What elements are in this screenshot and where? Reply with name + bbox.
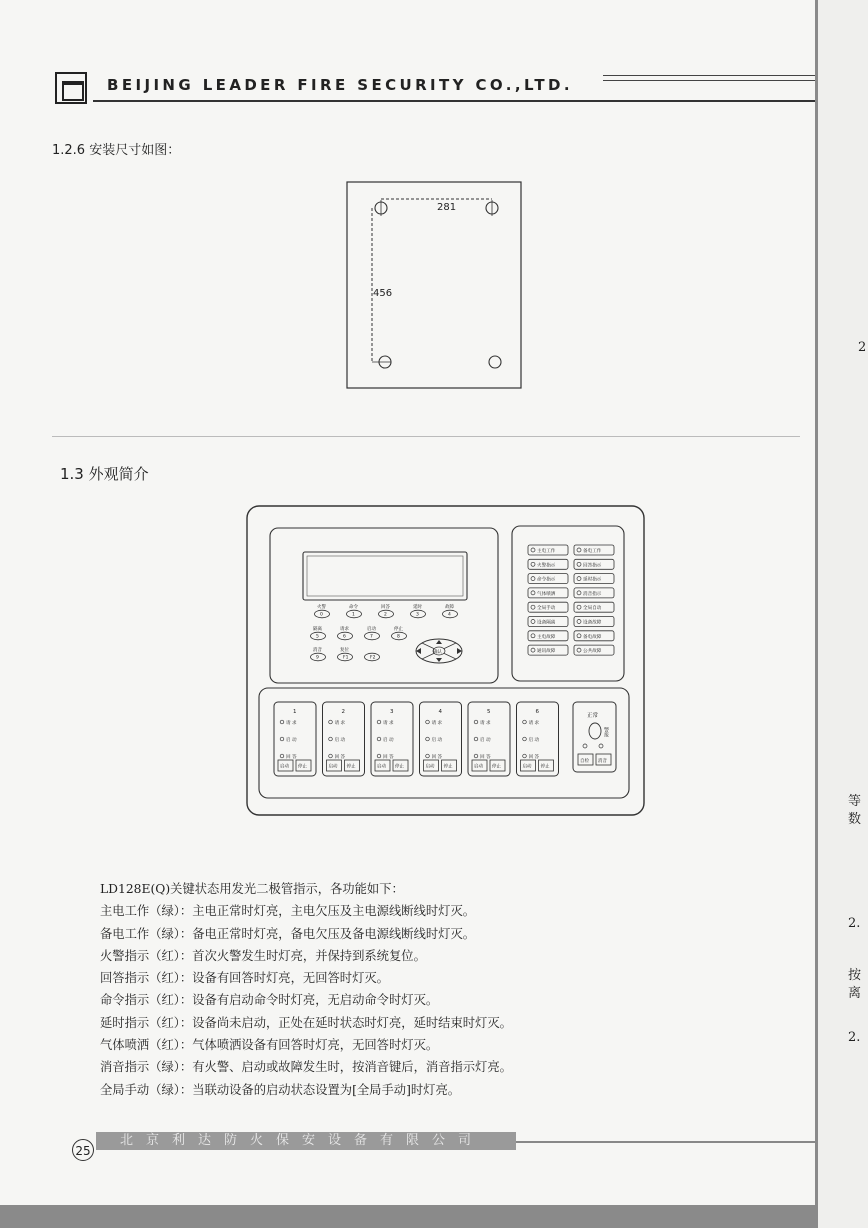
svg-text:3: 3 bbox=[416, 612, 419, 618]
status-left-led bbox=[528, 574, 568, 584]
adjacent-page-fragment: 等 bbox=[848, 794, 862, 809]
row1-key bbox=[315, 603, 330, 618]
svg-text:主电工作: 主电工作 bbox=[537, 549, 556, 554]
svg-text:回 答: 回 答 bbox=[383, 754, 394, 760]
extra-module bbox=[573, 702, 616, 772]
status-left-led bbox=[528, 559, 568, 569]
svg-text:停止: 停止 bbox=[298, 764, 307, 770]
svg-text:停止: 停止 bbox=[395, 764, 404, 770]
adjacent-page-fragment: 2. bbox=[848, 1030, 861, 1045]
svg-text:7: 7 bbox=[370, 634, 373, 640]
description-line: 延时指示（红）：设备尚未启动，正处在延时状态时灯亮，延时结束时灯灭。 bbox=[100, 1015, 512, 1030]
svg-text:故障: 故障 bbox=[445, 605, 454, 610]
svg-text:停止: 停止 bbox=[540, 764, 550, 770]
svg-text:启 动: 启 动 bbox=[383, 737, 394, 743]
channel-module bbox=[420, 702, 462, 776]
status-right-led bbox=[574, 559, 614, 569]
svg-text:通讯故障: 通讯故障 bbox=[537, 649, 556, 655]
svg-text:隔离: 隔离 bbox=[313, 627, 322, 632]
svg-text:火警指示: 火警指示 bbox=[537, 563, 556, 569]
nav-center-label: 确认 bbox=[433, 650, 442, 655]
svg-text:5: 5 bbox=[487, 709, 491, 715]
svg-text:备电工作: 备电工作 bbox=[583, 549, 602, 554]
row1-key bbox=[347, 603, 362, 618]
svg-text:停止: 停止 bbox=[492, 764, 501, 770]
control-panel-illustration bbox=[246, 505, 646, 817]
page-header bbox=[55, 72, 815, 108]
status-right-led bbox=[574, 645, 614, 655]
status-right-led bbox=[574, 588, 614, 598]
row1-key bbox=[411, 603, 426, 618]
svg-text:9: 9 bbox=[316, 655, 319, 661]
svg-text:2: 2 bbox=[341, 709, 345, 715]
row2-key bbox=[311, 625, 326, 640]
svg-text:停止: 停止 bbox=[346, 764, 356, 770]
svg-text:公共故障: 公共故障 bbox=[583, 649, 602, 655]
svg-text:启动: 启动 bbox=[377, 764, 386, 770]
status-left-led bbox=[528, 645, 568, 655]
row2-key bbox=[365, 625, 380, 640]
company-logo bbox=[55, 72, 87, 104]
description-line: 主电工作（绿）：主电正常时灯亮，主电欠压及主电源线断线时灯灭。 bbox=[100, 904, 476, 919]
description-line: 气体喷洒（红）：气体喷洒设备有回答时灯亮，无回答时灯灭。 bbox=[100, 1038, 439, 1053]
svg-text:启动: 启动 bbox=[328, 764, 338, 770]
svg-text:消音指示: 消音指示 bbox=[583, 591, 602, 597]
extra-module-label: 正常 bbox=[587, 713, 599, 719]
row3-key bbox=[311, 646, 326, 661]
adjacent-page-fragment: 数 bbox=[848, 812, 862, 827]
svg-text:启 动: 启 动 bbox=[431, 737, 443, 743]
row1-key bbox=[443, 603, 458, 618]
svg-text:回 答: 回 答 bbox=[480, 754, 491, 760]
row2-key bbox=[338, 625, 353, 640]
svg-text:延时: 延时 bbox=[413, 605, 422, 610]
svg-text:6: 6 bbox=[343, 634, 346, 640]
svg-text:1: 1 bbox=[293, 709, 297, 715]
status-right-led bbox=[574, 617, 614, 627]
dimension-width-label: 281 bbox=[437, 202, 457, 213]
svg-text:5: 5 bbox=[316, 634, 319, 640]
svg-text:F2: F2 bbox=[370, 655, 376, 661]
svg-text:复位: 复位 bbox=[340, 648, 349, 653]
svg-text:启 动: 启 动 bbox=[286, 737, 297, 743]
lcd-display bbox=[303, 552, 467, 600]
svg-text:启动: 启动 bbox=[425, 764, 435, 770]
svg-text:8: 8 bbox=[397, 634, 400, 640]
svg-text:延时指示: 延时指示 bbox=[583, 577, 602, 583]
footer-company: 北京利达防火保安设备有限公司 bbox=[120, 1133, 485, 1148]
led-description bbox=[100, 878, 620, 1101]
svg-text:回 答: 回 答 bbox=[528, 754, 540, 760]
channel-module bbox=[274, 702, 316, 776]
svg-text:设备隔离: 设备隔离 bbox=[537, 620, 556, 626]
description-line: LD128E(Q)关键状态用发光二极管指示，各功能如下： bbox=[100, 882, 404, 896]
adjacent-page-edge bbox=[818, 0, 868, 1228]
extra-key-silence: 消音 bbox=[598, 759, 607, 764]
section-title-installation: 1.2.6 安装尺寸如图： bbox=[52, 143, 181, 158]
description-line: 命令指示（红）：设备有启动命令时灯亮，无启动命令时灯灭。 bbox=[100, 993, 439, 1008]
svg-text:回答: 回答 bbox=[381, 605, 390, 610]
svg-text:启动: 启动 bbox=[367, 627, 376, 632]
svg-text:启 动: 启 动 bbox=[480, 737, 491, 743]
page-footer bbox=[72, 1128, 815, 1158]
svg-text:停止: 停止 bbox=[443, 764, 453, 770]
svg-text:6: 6 bbox=[535, 709, 539, 715]
channel-module bbox=[323, 702, 365, 776]
description-line: 备电工作（绿）：备电正常时灯亮，备电欠压及备电源线断线时灯灭。 bbox=[100, 926, 476, 941]
row1-key bbox=[379, 603, 394, 618]
status-left-led bbox=[528, 602, 568, 612]
adjacent-page-fragment: 2. bbox=[848, 916, 861, 931]
svg-text:命令: 命令 bbox=[349, 605, 358, 610]
svg-text:回答指示: 回答指示 bbox=[583, 563, 602, 569]
svg-text:2: 2 bbox=[384, 612, 387, 618]
svg-text:回 答: 回 答 bbox=[286, 754, 297, 760]
adjacent-page-fragment: 按 bbox=[848, 968, 862, 983]
svg-text:火警: 火警 bbox=[317, 605, 326, 610]
navigation-pad bbox=[416, 639, 462, 663]
adjacent-page-fragment: 离 bbox=[848, 986, 862, 1001]
svg-text:请 求: 请 求 bbox=[383, 720, 394, 726]
status-right-led bbox=[574, 631, 614, 641]
row2-key bbox=[392, 625, 407, 640]
svg-text:请 求: 请 求 bbox=[528, 720, 540, 726]
svg-text:请 求: 请 求 bbox=[480, 720, 491, 726]
channel-module bbox=[468, 702, 510, 776]
svg-text:回 答: 回 答 bbox=[334, 754, 346, 760]
svg-text:0: 0 bbox=[320, 612, 323, 618]
svg-text:消音: 消音 bbox=[313, 648, 322, 653]
svg-text:请 求: 请 求 bbox=[431, 720, 443, 726]
status-right-led bbox=[574, 602, 614, 612]
description-line: 回答指示（红）：设备有回答时灯亮，无回答时灯灭。 bbox=[100, 971, 389, 986]
svg-text:回 答: 回 答 bbox=[431, 754, 443, 760]
svg-text:启 动: 启 动 bbox=[334, 737, 346, 743]
status-right-led bbox=[574, 545, 614, 555]
status-left-led bbox=[528, 617, 568, 627]
mount-hole-bottom-right bbox=[489, 356, 501, 368]
svg-text:启动: 启动 bbox=[280, 764, 289, 770]
status-left-led bbox=[528, 545, 568, 555]
svg-text:全局手动: 全局手动 bbox=[537, 606, 556, 612]
status-left-led bbox=[528, 588, 568, 598]
svg-text:启动: 启动 bbox=[522, 764, 532, 770]
svg-text:请 求: 请 求 bbox=[334, 720, 346, 726]
channel-module bbox=[517, 702, 559, 776]
section-title-appearance: 1.3 外观简介 bbox=[60, 465, 149, 483]
svg-text:4: 4 bbox=[438, 709, 442, 715]
svg-text:设备故障: 设备故障 bbox=[583, 620, 602, 626]
company-name: BEIJING LEADER FIRE SECURITY CO.,LTD. bbox=[107, 76, 574, 94]
svg-text:停止: 停止 bbox=[394, 627, 403, 632]
svg-text:启动: 启动 bbox=[474, 764, 483, 770]
svg-text:F1: F1 bbox=[343, 655, 349, 661]
description-line: 全局手动（绿）：当联动设备的启动状态设置为[全局手动]时灯亮。 bbox=[100, 1082, 461, 1097]
row3-key bbox=[338, 646, 353, 661]
svg-text:请求: 请求 bbox=[340, 627, 349, 632]
svg-text:4: 4 bbox=[448, 612, 451, 618]
description-line: 消音指示（绿）：有火警、启动或故障发生时，按消音键后，消音指示灯亮。 bbox=[100, 1060, 512, 1075]
extra-key-selftest: 自检 bbox=[580, 759, 589, 764]
svg-text:备电故障: 备电故障 bbox=[583, 634, 602, 640]
svg-text:启 动: 启 动 bbox=[528, 737, 540, 743]
svg-text:全局自动: 全局自动 bbox=[583, 606, 602, 612]
svg-text:主电故障: 主电故障 bbox=[537, 634, 556, 640]
channel-module bbox=[371, 702, 413, 776]
svg-text:1: 1 bbox=[352, 612, 355, 618]
svg-text:命令指示: 命令指示 bbox=[537, 577, 556, 583]
page-number: 25 bbox=[72, 1139, 94, 1161]
dimension-height-label: 456 bbox=[373, 288, 393, 299]
svg-text:请 求: 请 求 bbox=[286, 720, 297, 726]
svg-text:气体喷洒: 气体喷洒 bbox=[537, 591, 556, 597]
row3-key bbox=[365, 653, 380, 661]
extra-module-side: 警报 bbox=[603, 727, 609, 737]
status-right-led bbox=[574, 574, 614, 584]
status-left-led bbox=[528, 631, 568, 641]
mounting-diagram bbox=[345, 180, 525, 392]
description-line: 火警指示（红）：首次火警发生时灯亮，并保持到系统复位。 bbox=[100, 948, 426, 963]
adjacent-page-fragment: 2 bbox=[858, 340, 867, 355]
svg-text:3: 3 bbox=[390, 709, 394, 715]
